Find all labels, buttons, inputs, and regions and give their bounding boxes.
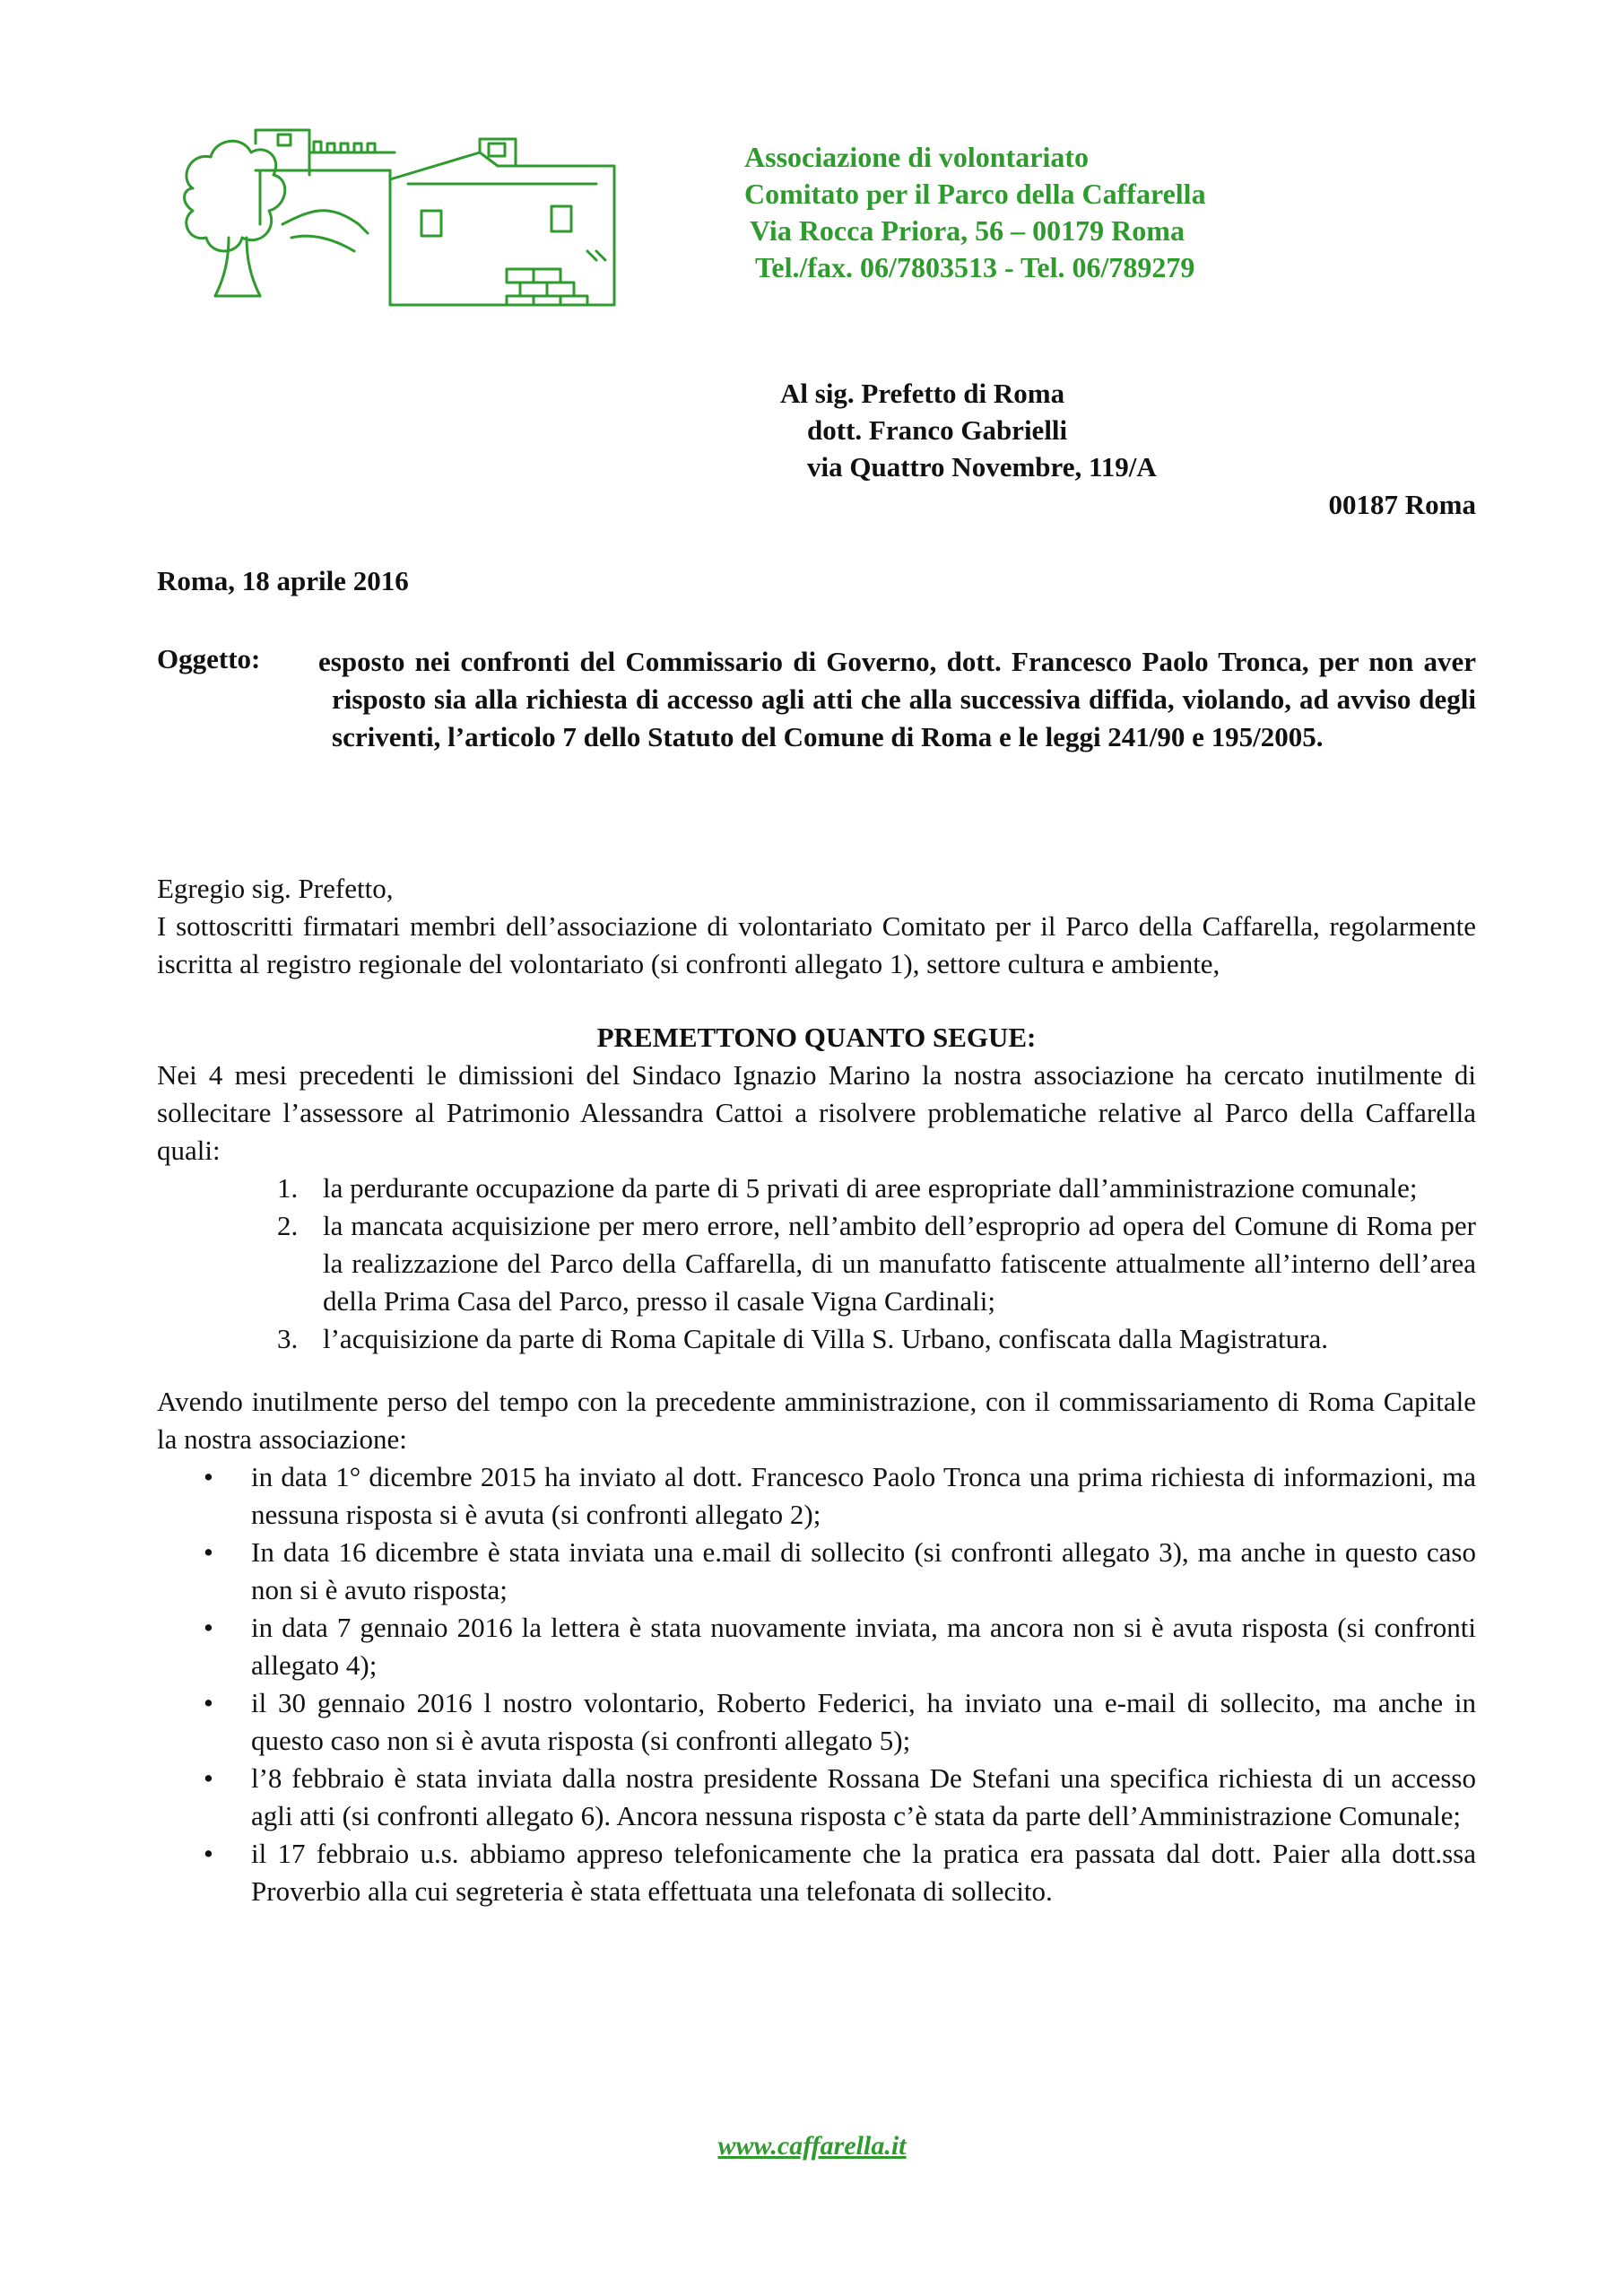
tree-and-farmhouse-logo [175,126,641,314]
subject-body: esposto nei confronti del Commissario di Governo, dott. Francesco Paolo Tronca, per non aver risposto sia alla richiesta di accesso agli atti che alla successiva diffida, violando, ad avviso degli scriventi, l’articolo 7 dello Statuto del Comune di Roma e le leggi 241/90 e 195/2005. [318,646,1476,752]
bullet-icon: • [204,1687,213,1718]
recipient-block [780,375,1157,485]
association-committee: Comitato per il Parco della Caffarella [744,178,1206,210]
association-name: Associazione di volontariato [744,141,1089,173]
list-item: 1. la perdurante occupazione da parte di 5 privati di aree espropriate dall’amministrazione comunale; [305,1170,1476,1207]
salutation: Egregio sig. Prefetto, [157,873,394,904]
paragraph-premises: Nei 4 mesi precedenti le dimissioni del Sindaco Ignazio Marino la nostra associazione ha cercato inutilmente di sollecitare l’assessore al Patrimonio Alessandra Cattoi a risolvere problematiche relative al Parco della Caffarella quali: [157,1059,1476,1166]
list-item: • in data 1° dicembre 2015 ha inviato al dott. Francesco Paolo Tronca una prima richiesta di informazioni, ma nessuna risposta si è avuta (si confronti allegato 2); [157,1458,1476,1534]
list-item: 2. la mancata acquisizione per mero errore, nell’ambito dell’esproprio ad opera del Comune di Roma per la realizzazione del Parco della Caffarella, di un manufatto fatiscente attualmente all’interno dell’area della Prima Casa del Parco, presso il casale Vigna Cardinali; [305,1207,1476,1320]
subject-text [318,643,1476,756]
bullet-icon: • [204,1461,213,1492]
bullet-icon: • [204,1612,213,1643]
footer-website-link[interactable]: www.caffarella.it [717,2131,907,2161]
section-heading: PREMETTONO QUANTO SEGUE: [596,1022,1037,1053]
association-letterhead [744,139,1206,286]
list-item: • l’8 febbraio è stata inviata dalla nostra presidente Rossana De Stefani una specifica richiesta di un accesso agli atti (si confronti allegato 6). Ancora nessuna risposta c’è stata da parte dell’Amministrazione Comunale; [157,1760,1476,1835]
list-item: • il 17 febbraio u.s. abbiamo appreso telefonicamente che la pratica era passata dal dott. Paier alla dott.ssa Proverbio alla cui segreteria è stata effettuata una telefonata di sollecito. [157,1835,1476,1910]
subject-label: Oggetto: [157,643,261,674]
list-item: 3. l’acquisizione da parte di Roma Capitale di Villa S. Urbano, confiscata dalla Magistratura. [305,1320,1476,1358]
list-item: • il 30 gennaio 2016 l nostro volontario, Roberto Federici, ha inviato una e-mail di sollecito, ma anche in questo caso non si è avuta risposta (si confronti allegato 5); [157,1684,1476,1760]
letter-body [157,870,1476,1910]
bullet-icon: • [204,1762,213,1794]
recipient-title: Al sig. Prefetto di Roma [780,378,1065,409]
paragraph-actions: Avendo inutilmente perso del tempo con la precedente amministrazione, con il commissariamento di Roma Capitale la nostra associazione: [157,1386,1476,1455]
bullet-icon: • [204,1838,213,1869]
association-phone: Tel./fax. 06/7803513 - Tel. 06/789279 [755,251,1195,283]
recipient-city: 00187 Roma [1328,489,1476,520]
numbered-list [157,1170,1476,1358]
bullet-list [157,1458,1476,1910]
letter-date: Roma, 18 aprile 2016 [157,565,409,596]
intro-paragraph: I sottoscritti firmatari membri dell’associazione di volontariato Comitato per il Parco della Caffarella, regolarmente iscritta al registro regionale del volontariato (si confronti allegato 1), settore cultura e ambiente, [157,910,1476,979]
recipient-name: dott. Franco Gabrielli [807,414,1068,446]
bullet-icon: • [204,1536,213,1568]
recipient-address: via Quattro Novembre, 119/A [807,451,1157,483]
association-address: Via Rocca Priora, 56 – 00179 Roma [750,214,1185,247]
list-item: • In data 16 dicembre è stata inviata una e.mail di sollecito (si confronti allegato 3), ma anche in questo caso non si è avuto risposta; [157,1534,1476,1609]
list-item: • in data 7 gennaio 2016 la lettera è stata nuovamente inviata, ma ancora non si è avuta risposta (si confronti allegato 4); [157,1609,1476,1684]
